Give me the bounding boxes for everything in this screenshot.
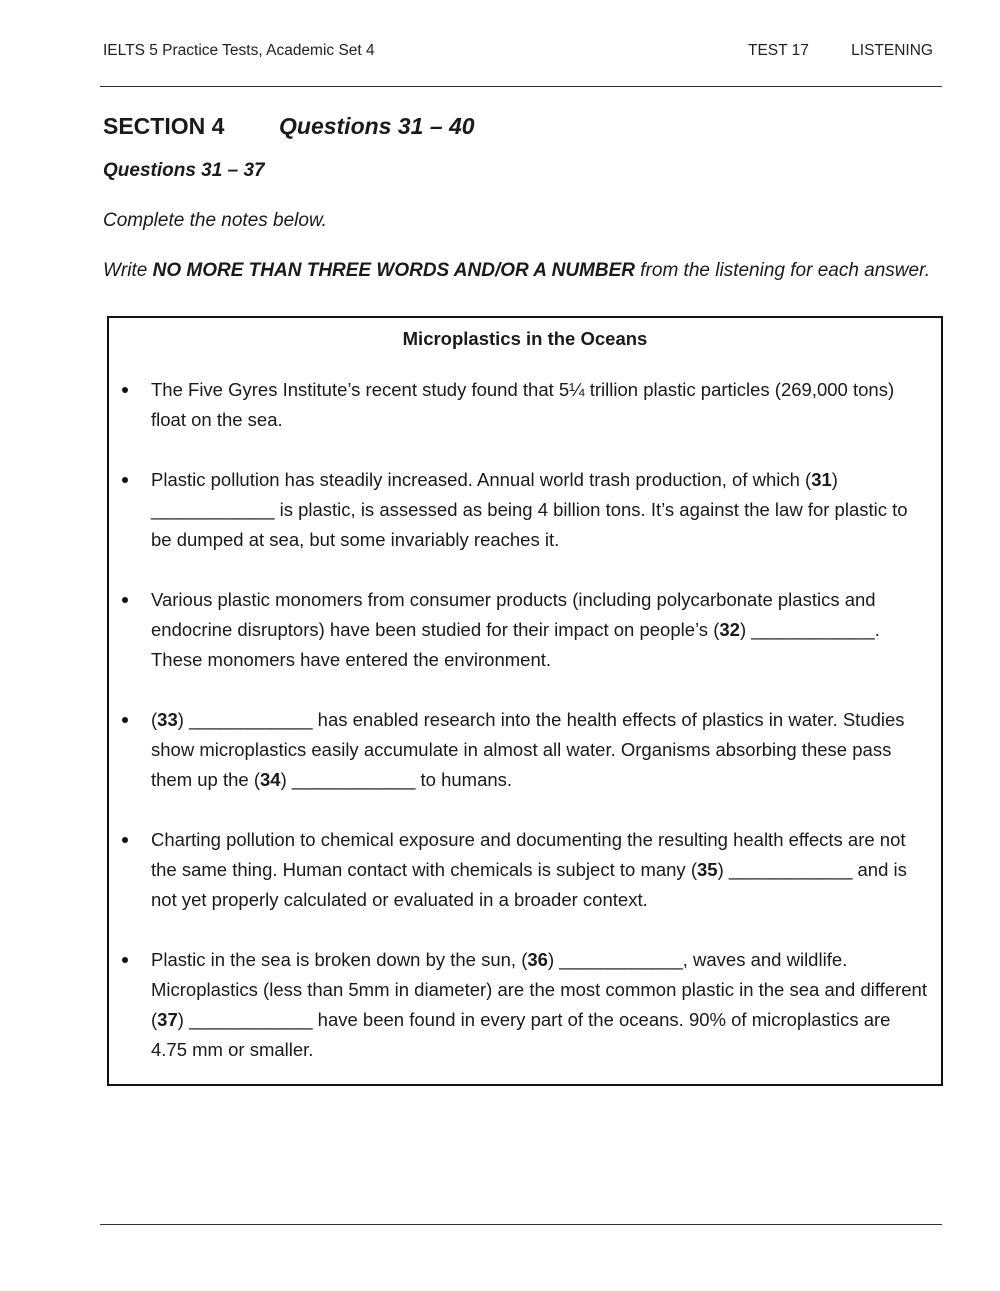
test-section-name: LISTENING (851, 42, 933, 59)
answer-blank-31[interactable]: ____________ (151, 499, 275, 520)
subheading: Questions 31 – 37 (103, 160, 265, 181)
section-label: SECTION 4 (103, 113, 225, 139)
header-divider (100, 86, 942, 87)
question-number: 34 (260, 769, 281, 790)
bullet-icon (122, 387, 128, 393)
answer-blank-34[interactable]: ____________ (291, 769, 416, 790)
instruction-word-limit: Write NO MORE THAN THREE WORDS AND/OR A NUMBER from the listening for each answer. (103, 260, 930, 281)
answer-blank-37[interactable]: ____________ (189, 1009, 313, 1030)
note-item: Various plastic monomers from consumer products (including polycarbonate plastics and endocrine disruptors) have been studied for their impact on people’s (32) ____________. These monomers have entered the environment. (109, 585, 941, 675)
answer-blank-33[interactable]: ____________ (189, 709, 313, 730)
question-number: 36 (527, 949, 548, 970)
answer-blank-35[interactable]: ____________ (728, 859, 853, 880)
question-number: 31 (811, 469, 832, 490)
bullet-icon (122, 837, 128, 843)
notes-list (109, 375, 941, 1095)
answer-blank-36[interactable]: ____________ (559, 949, 683, 970)
instruction-complete-notes: Complete the notes below. (103, 210, 327, 231)
footer-divider (100, 1224, 942, 1225)
question-number: 32 (719, 619, 740, 640)
bullet-icon (122, 477, 128, 483)
word-limit-emphasis: NO MORE THAN THREE WORDS AND/OR A NUMBER (152, 260, 635, 281)
page-header (103, 42, 933, 64)
bullet-icon (122, 597, 128, 603)
section-heading (103, 113, 475, 140)
note-item: Charting pollution to chemical exposure and documenting the resulting health effects are not the same thing. Human contact with chemicals is subject to many (35) ____________ and is not yet properly calculated or evaluated in a broader context. (109, 825, 941, 915)
bullet-icon (122, 717, 128, 723)
note-item: The Five Gyres Institute’s recent study found that 5¼ trillion plastic particles (269,000 tons) float on the sea. (109, 375, 941, 435)
question-number: 37 (157, 1009, 178, 1030)
test-number: TEST 17 (748, 42, 809, 59)
note-item: Plastic in the sea is broken down by the sun, (36) ____________, waves and wildlife. Microplastics (less than 5mm in diameter) are the most common plastic in the sea and different (37) ____________ have been found in every part of the oceans. 90% of microplastics are 4.75 mm or smaller. (109, 945, 941, 1065)
notes-box (107, 316, 943, 1086)
answer-blank-32[interactable]: ____________ (751, 619, 875, 640)
book-title: IELTS 5 Practice Tests, Academic Set 4 (103, 42, 375, 59)
question-number: 35 (697, 859, 718, 880)
section-questions-range: Questions 31 – 40 (279, 113, 475, 139)
note-item: (33) ____________ has enabled research into the health effects of plastics in water. Studies show microplastics easily accumulate in almost all water. Organisms absorbing these pass them up the (34) ____________ to humans. (109, 705, 941, 795)
note-item: Plastic pollution has steadily increased. Annual world trash production, of which (31) ____________ is plastic, is assessed as being 4 billion tons. It’s against the law for plastic to be dumped at sea, but some invariably reaches it. (109, 465, 941, 555)
notes-title: Microplastics in the Oceans (402, 328, 648, 349)
bullet-icon (122, 957, 128, 963)
question-number: 33 (157, 709, 178, 730)
